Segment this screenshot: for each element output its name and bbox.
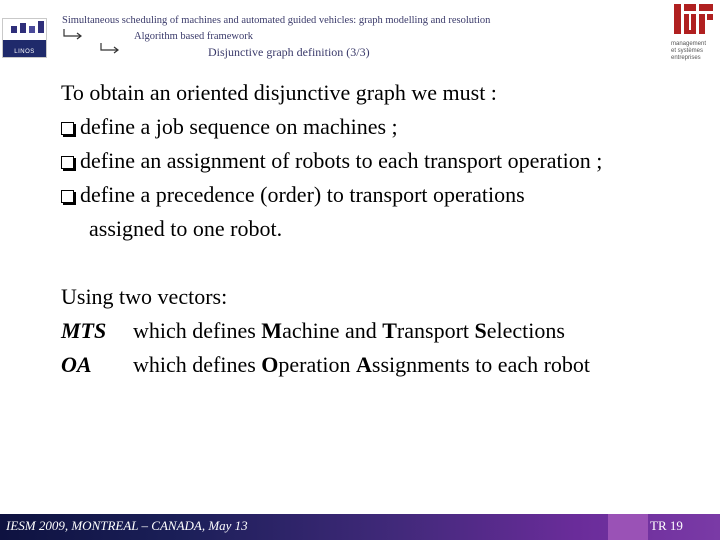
logo-text-line: entreprises [671, 55, 701, 61]
presentation-title: Simultaneous scheduling of machines and automated guided vehicles: graph modelling and resolution [62, 15, 491, 26]
logo-text-line: management [671, 41, 707, 47]
vector-initial: A [356, 352, 372, 377]
vectors-intro: Using two vectors: [61, 284, 228, 309]
hierarchy-arrow-icon [99, 42, 121, 54]
section-title: Algorithm based framework [134, 31, 253, 42]
footer-bar [0, 514, 720, 540]
vector-definition-oa [61, 348, 602, 382]
vector-desc: achine and [282, 318, 383, 343]
slide-number: TR 19 [650, 518, 683, 533]
footer-accent [608, 514, 648, 540]
logo-text-line: et systèmes [671, 48, 704, 54]
vector-initial: S [474, 318, 487, 343]
checkbox-bullet-icon [61, 122, 74, 135]
bullet-item [61, 144, 602, 178]
bullet-item [61, 110, 602, 144]
bullet-text: define a job sequence on machines ; [80, 114, 398, 139]
vector-name: OA [61, 352, 92, 377]
bullet-continuation: assigned to one robot. [89, 216, 283, 241]
checkbox-bullet-icon [61, 190, 74, 203]
bullet-text: define a precedence (order) to transport operations [80, 182, 525, 207]
conference-label: IESM 2009, MONTREAL – CANADA, May 13 [6, 518, 248, 533]
vector-initial: T [382, 318, 397, 343]
checkbox-bullet-icon [61, 156, 74, 169]
vector-desc: which defines [133, 352, 262, 377]
vector-initial: M [261, 318, 283, 343]
slide-title: Disjunctive graph definition (3/3) [208, 45, 370, 59]
vector-desc: ransport [396, 318, 475, 343]
linos-logo [2, 18, 47, 58]
vector-desc: which defines [133, 318, 262, 343]
vector-initial: O [261, 352, 279, 377]
vector-desc: elections [486, 318, 565, 343]
vector-definition-mts [61, 314, 602, 348]
intro-text: To obtain an oriented disjunctive graph we must : [61, 80, 497, 105]
iut-logo [670, 2, 720, 68]
vector-desc: ssignments to each robot [371, 352, 591, 377]
vector-desc: peration [278, 352, 357, 377]
hierarchy-arrow-icon [62, 28, 84, 40]
vector-name: MTS [61, 318, 107, 343]
linos-logo-text: LINOS [14, 49, 35, 55]
slide-body [61, 76, 602, 382]
bullet-item [61, 178, 602, 212]
bullet-text: define an assignment of robots to each transport operation ; [80, 148, 603, 173]
